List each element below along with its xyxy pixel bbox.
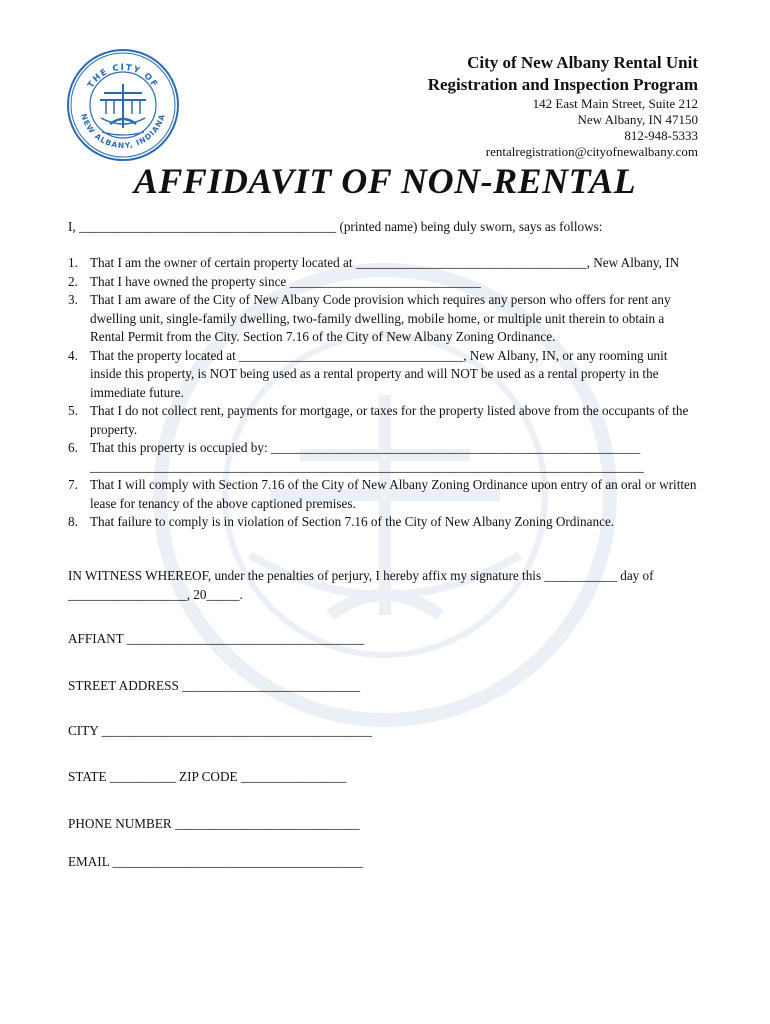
- item-text: That I do not collect rent, payments for mortgage, or taxes for the property listed above from the occupants of the property.: [90, 403, 689, 437]
- affidavit-items: [68, 254, 700, 532]
- document-title: AFFIDAVIT OF NON-RENTAL: [133, 161, 637, 201]
- list-item: [68, 402, 700, 439]
- item-text: That failure to comply is in violation of Section 7.16 of the City of New Albany Zoning Ordinance.: [90, 514, 615, 529]
- program-header: [428, 52, 698, 160]
- item-number: 5.: [68, 403, 78, 418]
- item-text: That the property located at __________________________________, New Albany, IN, or any rooming unit inside this property, is NOT being used as a rental property and will NOT be used as a rental property in the immediate future.: [90, 347, 668, 400]
- item-number: 7.: [68, 477, 78, 492]
- svg-text:NEW ALBANY, INDIANA: NEW ALBANY, INDIANA: [79, 112, 167, 151]
- item-text: That this property is occupied by: ________________________________________________________ ____________________________________________________________________________________: [90, 440, 644, 474]
- street-address-field[interactable]: STREET ADDRESS ___________________________: [68, 678, 361, 693]
- svg-text:THE CITY OF: THE CITY OF: [86, 62, 160, 91]
- org-name-line1: City of New Albany Rental Unit: [467, 53, 698, 72]
- list-item: [68, 439, 700, 476]
- list-item: [68, 513, 700, 532]
- org-name-line2: Registration and Inspection Program: [427, 75, 698, 94]
- item-number: 6.: [68, 440, 78, 455]
- item-number: 4.: [68, 347, 78, 363]
- list-item: [68, 273, 700, 292]
- list-item: [68, 347, 700, 403]
- address-line2: New Albany, IN 47150: [577, 112, 698, 127]
- affiant-signature-field[interactable]: AFFIANT ____________________________________: [68, 631, 365, 646]
- address-line1: 142 East Main Street, Suite 212: [532, 96, 698, 111]
- city-field[interactable]: CITY _________________________________________: [68, 723, 372, 738]
- item-text: That I am the owner of certain property located at ___________________________________, New Albany, IN: [90, 255, 680, 270]
- witness-statement: IN WITNESS WHEREOF, under the penalties of perjury, I hereby affix my signature this ___________ day of __________________, 20_____.: [68, 568, 654, 602]
- item-number: 1.: [68, 255, 78, 270]
- email-field[interactable]: EMAIL ______________________________________: [68, 854, 364, 869]
- phone-number: 812-948-5333: [624, 128, 698, 143]
- list-item: [68, 254, 700, 273]
- item-number: 2.: [68, 273, 78, 289]
- item-text: That I have owned the property since _____________________________: [90, 273, 481, 289]
- contact-email: rentalregistration@cityofnewalbany.com: [485, 144, 698, 159]
- list-item: [68, 476, 700, 513]
- item-number: 8.: [68, 514, 78, 529]
- intro-statement: I, _______________________________________ (printed name) being duly sworn, says as follows:: [68, 219, 603, 234]
- city-seal-logo: [66, 48, 180, 162]
- phone-number-field[interactable]: PHONE NUMBER ____________________________: [68, 816, 360, 831]
- state-zip-field[interactable]: STATE __________ ZIP CODE ________________: [68, 769, 347, 784]
- list-item: [68, 291, 700, 347]
- item-text: That I will comply with Section 7.16 of the City of New Albany Zoning Ordinance upon entry of an oral or written lease for tenancy of the above captioned premises.: [90, 477, 697, 511]
- item-number: 3.: [68, 292, 78, 307]
- item-text: That I am aware of the City of New Albany Code provision which requires any person who offers for rent any dwelling unit, single-family dwelling, two-family dwelling, mobile home, or multiple unit therein to obtain a Rental Permit from the City. Section 7.16 of the City of New Albany Zoning Ordinance.: [90, 292, 671, 344]
